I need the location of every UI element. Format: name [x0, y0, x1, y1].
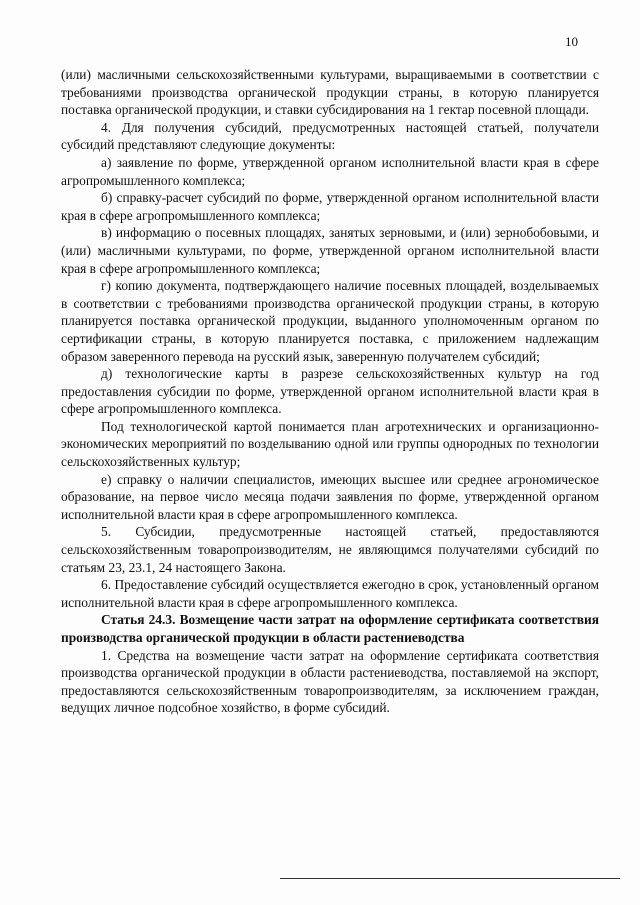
article-paragraph-1: 1. Средства на возмещение части затрат на оформление сертификата соответствия производства органической продукции в области растениеводства, поставляемой на экспорт, предоставляются сельскохозяйственным товаропроизводителям, за исключением граждан, ведущих личное подсобное хозяйство, в форме субсидий. — [61, 647, 599, 716]
article-title: Статья 24.3. Возмещение части затрат на оформление сертификата соответствия производства органической продукции в области растениеводства — [61, 612, 599, 645]
subitem-b: б) справку-расчет субсидий по форме, утвержденной органом исполнительной власти края в сфере агропромышленного комплекса; — [61, 190, 599, 223]
paragraph-item-5: 5. Субсидии, предусмотренные настоящей статьей, предоставляются сельскохозяйственным товаропроизводителям, не являющимся получателями субсидий по статьям 23, 23.1, 24 настоящего Закона. — [61, 524, 599, 575]
paragraph-item-6: 6. Предоставление субсидий осуществляется ежегодно в срок, установленный органом исполнительной власти края в сфере агропромышленного комплекса. — [61, 577, 599, 610]
definition-paragraph: Под технологической картой понимается план агротехнических и организационно-экономических мероприятий по возделыванию одной или группы однородных по технологии сельскохозяйственных культур; — [61, 418, 599, 470]
document-body — [61, 66, 599, 717]
paragraph-continuation: (или) масличными сельскохозяйственными культурами, выращиваемыми в соответствии с требованиями производства органической продукции страны, в которую планируется поставка органической продукции, и ставки субсидирования на 1 гектар посевной площади. — [61, 67, 599, 118]
page-number: 10 — [565, 34, 578, 49]
subitem-e: е) справку о наличии специалистов, имеющих высшее или среднее агрономическое образование, на первое число месяца подачи заявления по форме, утвержденной органом исполнительной власти края в сфере агропромышленного комплекса. — [61, 471, 599, 522]
subitem-v: в) информацию о посевных площадях, занятых зерновыми, и (или) зернобобовыми, и (или) масличными культурами, по форме, утвержденной органом исполнительной власти края в сфере агропромышленного комплекса; — [61, 225, 599, 276]
paragraph-item-4: 4. Для получения субсидий, предусмотренных настоящей статьей, получатели субсидий представляют следующие документы: — [61, 119, 599, 153]
subitem-a: а) заявление по форме, утвержденной органом исполнительной власти края в сфере агропромышленного комплекса; — [61, 154, 599, 188]
subitem-d: д) технологические карты в разрезе сельскохозяйственных культур на год предоставления субсидии по форме, утвержденной органом исполнительной власти края в сфере агропромышленного комплекса. — [61, 366, 599, 417]
subitem-g: г) копию документа, подтверждающего наличие посевных площадей, возделываемых в соответствии с требованиями производства органической продукции страны, в которую планируется поставка органической продукции, выданного уполномоченным органом по сертификации страны, в которую планируется поставка, с приложением надлежащим образом заверенного перевода на русский язык, заверенную получателем субсидий; — [61, 278, 599, 364]
footer-rule — [280, 878, 620, 879]
